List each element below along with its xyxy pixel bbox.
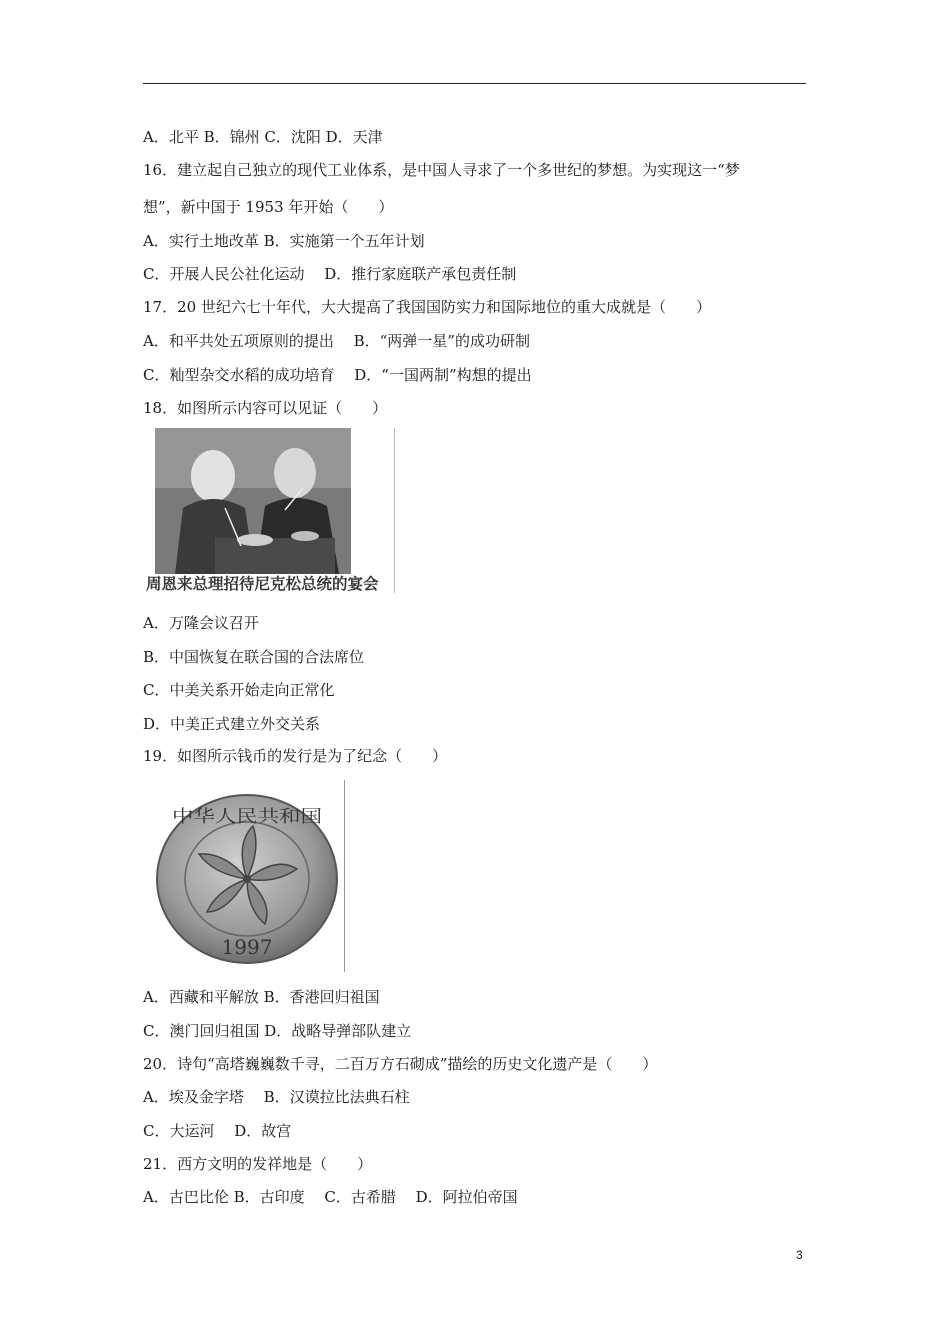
banquet-photo-drawing [155,428,351,574]
q20-stem: 20．诗句“高塔巍巍数千寻，二百万方石砌成”描绘的历史文化遗产是（ ） [143,1055,658,1073]
coin-drawing [155,794,339,964]
coin-year: 1997 [221,935,273,959]
figure-divider [394,428,395,593]
q17-stem: 17．20 世纪六七十年代，大大提高了我国国防实力和国际地位的重大成就是（ ） [143,298,711,316]
q16-options-cd: C．开展人民公社化运动 D．推行家庭联产承包责任制 [143,265,517,283]
q16-stem-line2: 想”，新中国于 1953 年开始（ ） [143,198,394,216]
q21-options: A．古巴比伦 B．古印度 C．古希腊 D．阿拉伯帝国 [143,1188,518,1206]
header-rule [143,83,806,84]
q18-option-a: A．万隆会议召开 [143,614,259,632]
q18-option-d: D．中美正式建立外交关系 [143,715,321,733]
coin-divider [344,780,345,972]
q19-stem: 19．如图所示钱币的发行是为了纪念（ ） [143,747,448,765]
q20-options-ab: A．埃及金字塔 B．汉谟拉比法典石柱 [143,1088,410,1106]
q18-option-c: C．中美关系开始走向正常化 [143,681,335,699]
q17-options-cd: C．籼型杂交水稻的成功培育 D．“一国两制”构想的提出 [143,366,532,384]
q20-options-cd: C．大运河 D．故宫 [143,1122,292,1140]
coin-top-text: 中华人民共和国 [172,807,322,827]
commemorative-coin [155,794,339,964]
q16-stem-line1: 16．建立起自己独立的现代工业体系，是中国人寻求了一个多世纪的梦想。为实现这一“梦 [143,161,740,179]
q19-options-cd: C．澳门回归祖国 D．战略导弹部队建立 [143,1022,412,1040]
q16-options-ab: A．实行土地改革 B．实施第一个五年计划 [143,232,425,250]
q21-stem: 21．西方文明的发祥地是（ ） [143,1155,373,1173]
banquet-photo [155,428,351,574]
q18-option-b: B．中国恢复在联合国的合法席位 [143,648,365,666]
photo-caption: 周恩来总理招待尼克松总统的宴会 [146,574,379,593]
q17-options-ab: A．和平共处五项原则的提出 B．“两弹一星”的成功研制 [143,332,530,350]
q15-options: A．北平 B．锦州 C．沈阳 D．天津 [143,128,383,146]
page-number: 3 [796,1248,803,1262]
q19-options-ab: A．西藏和平解放 B．香港回归祖国 [143,988,380,1006]
q18-stem: 18．如图所示内容可以见证（ ） [143,399,388,417]
